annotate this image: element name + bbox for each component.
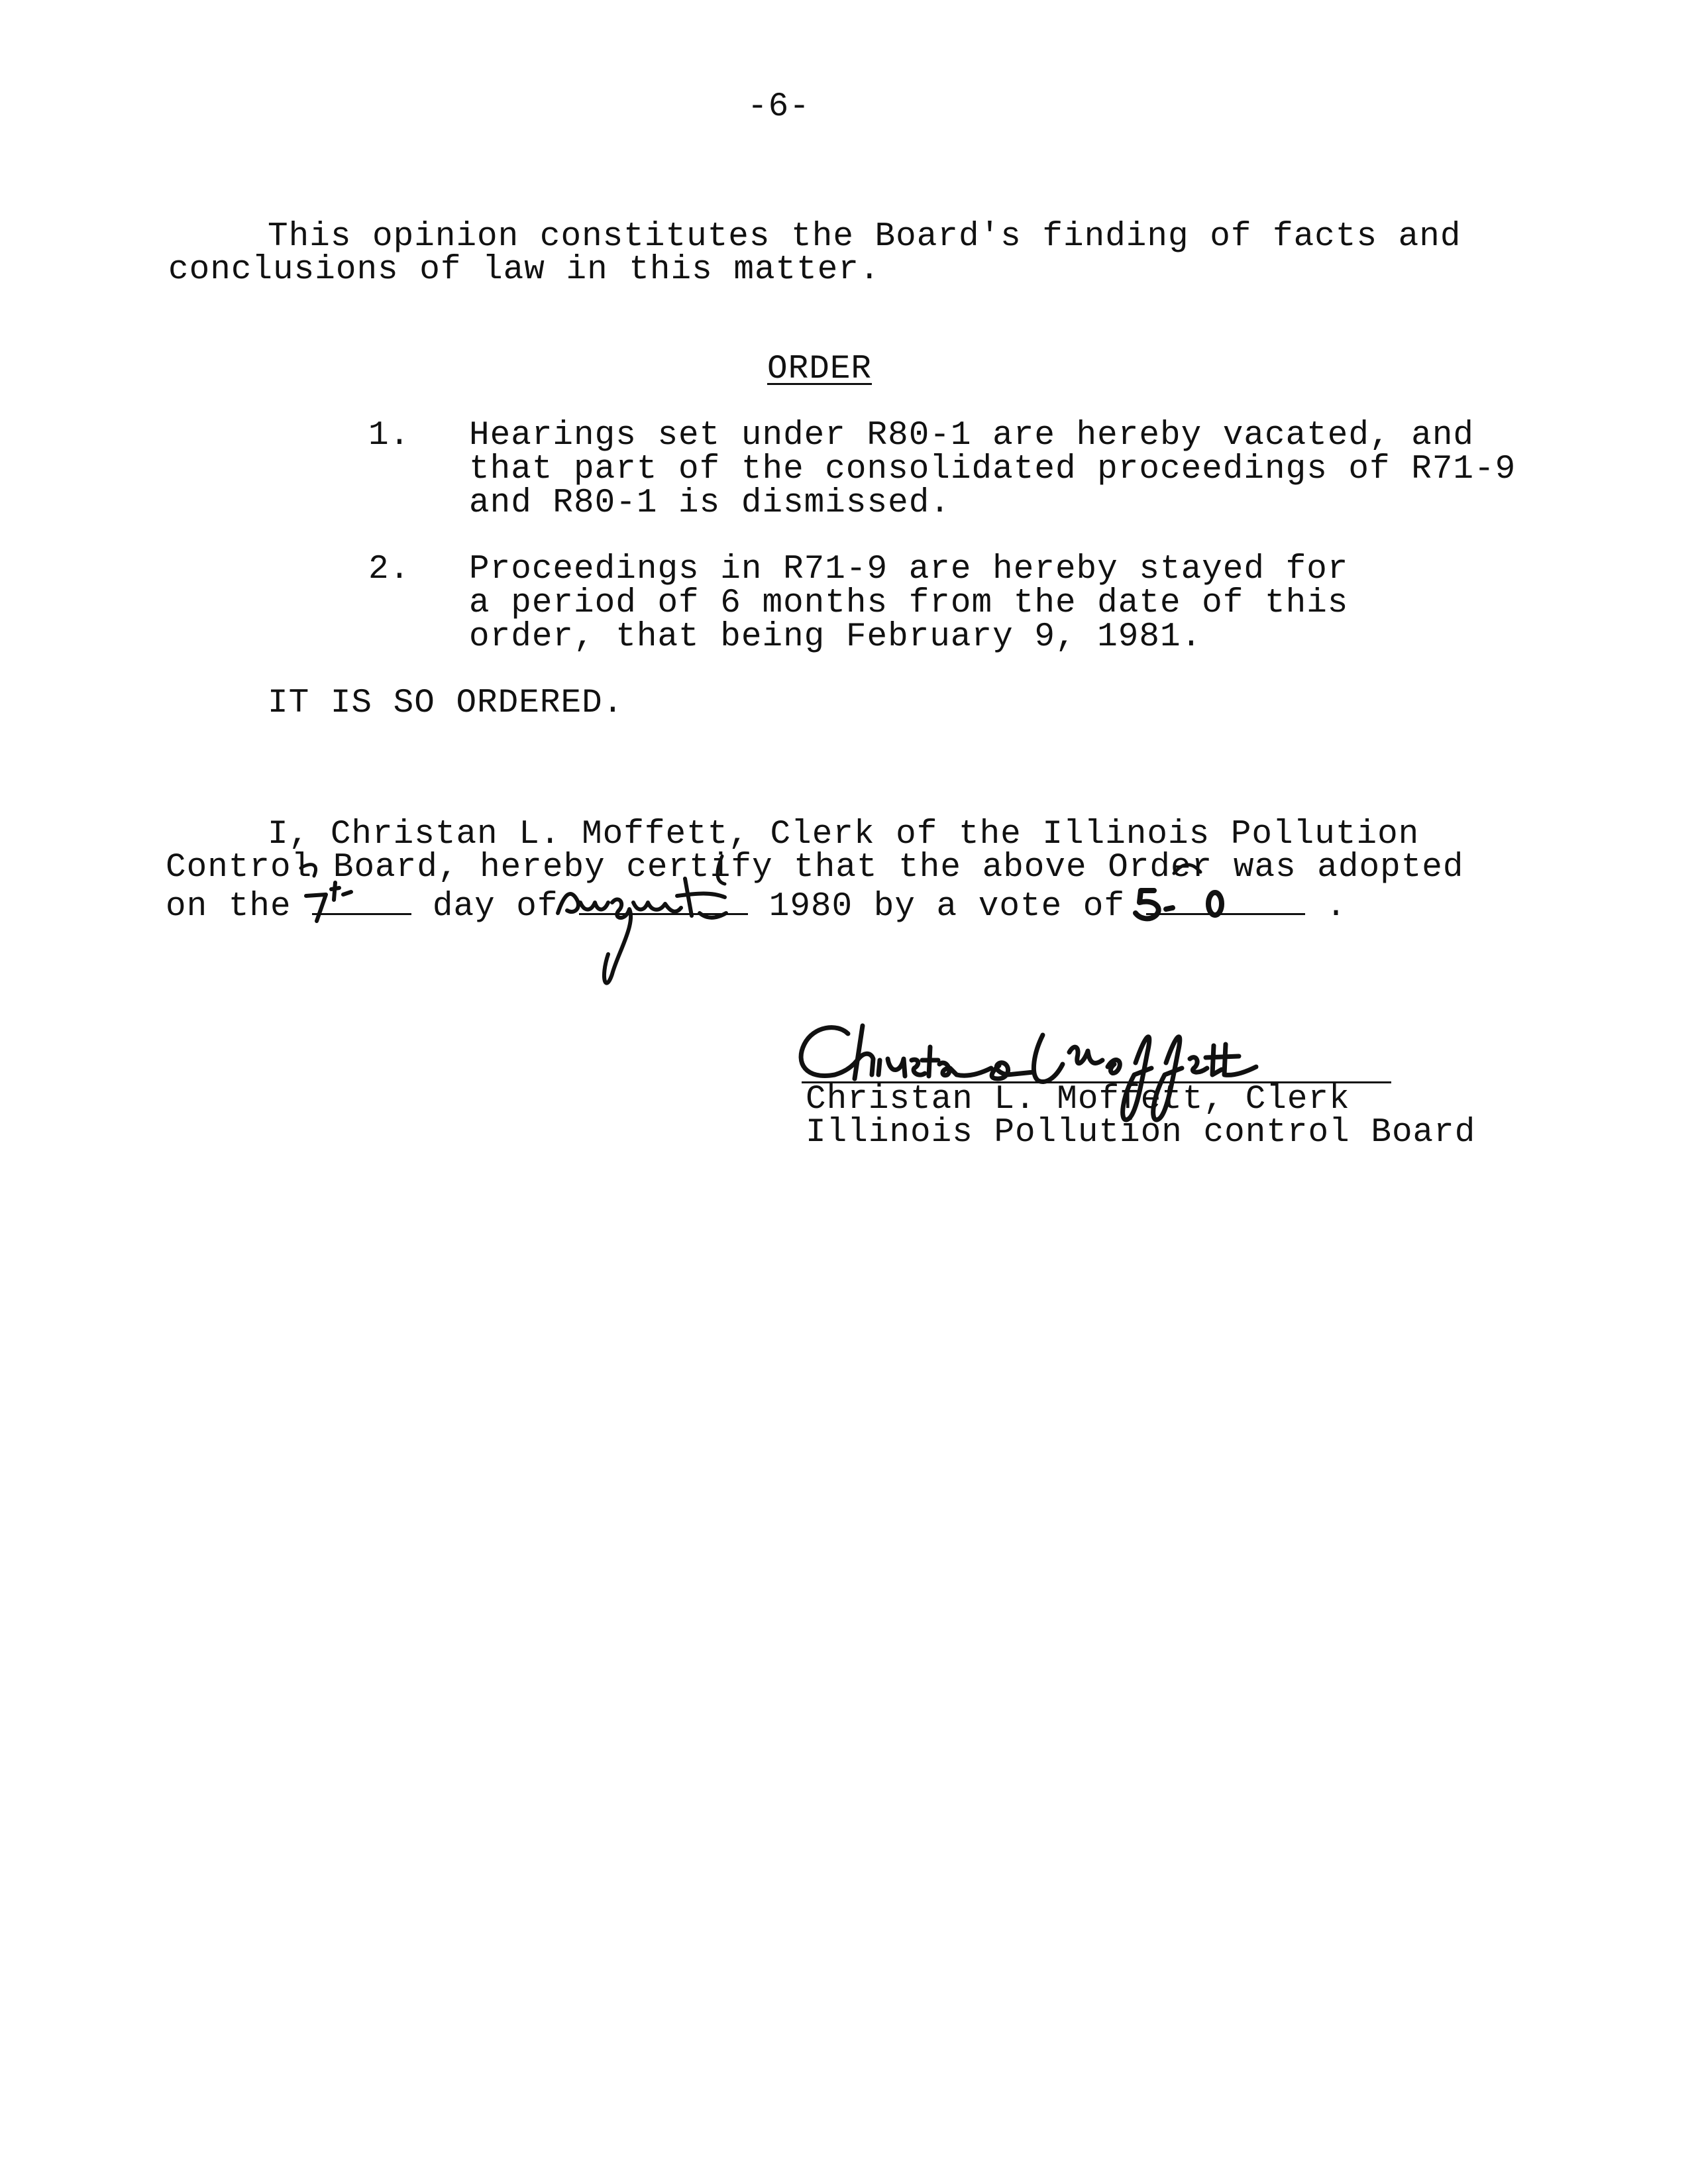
order-item-2-number: 2. [368,551,411,588]
handwritten-signature [801,1026,1256,1120]
order-item-1-number: 1. [368,417,411,455]
order-item-1-line-2: that part of the consolidated proceedings of R71-9 [469,451,1516,488]
order-item-2-line-2: a period of 6 months from the date of this [469,584,1349,622]
handwritten-day [306,883,351,921]
handwritten-month [558,879,726,983]
order-item-1-line-3: and R80-1 is dismissed. [469,484,951,522]
order-item-1-line-1: Hearings set under R80-1 are hereby vacated, and [469,417,1475,455]
opinion-line-2: conclusions of law in this matter. [168,251,880,289]
certification-line-2: Control Board, hereby certify that the above Order was adopted [166,849,1464,887]
order-item-2-line-1: Proceedings in R71-9 are hereby stayed for [469,551,1349,588]
page-number: -6- [747,88,810,126]
order-item-2-line-3: order, that being February 9, 1981. [469,618,1202,656]
certification-period: . [1326,888,1347,926]
signatory-organization: Illinois Pollution control Board [806,1114,1476,1152]
certification-day-of: day of [432,888,558,926]
handwritten-vote [1136,891,1222,918]
certification-year-vote: 1980 by a vote of [768,888,1126,926]
order-closing: IT IS SO ORDERED. [268,684,624,722]
handwritten-overstrike [301,856,1200,884]
order-heading: ORDER [767,351,873,388]
opinion-line-1: This opinion constitutes the Board's finding of facts and [268,218,1461,256]
certification-line-1: I, Christan L. Moffett, Clerk of the Illinois Pollution [268,816,1420,853]
certification-on-the: on the [166,888,292,926]
signatory-name-title: Christan L. Moffett, Clerk [806,1081,1350,1119]
